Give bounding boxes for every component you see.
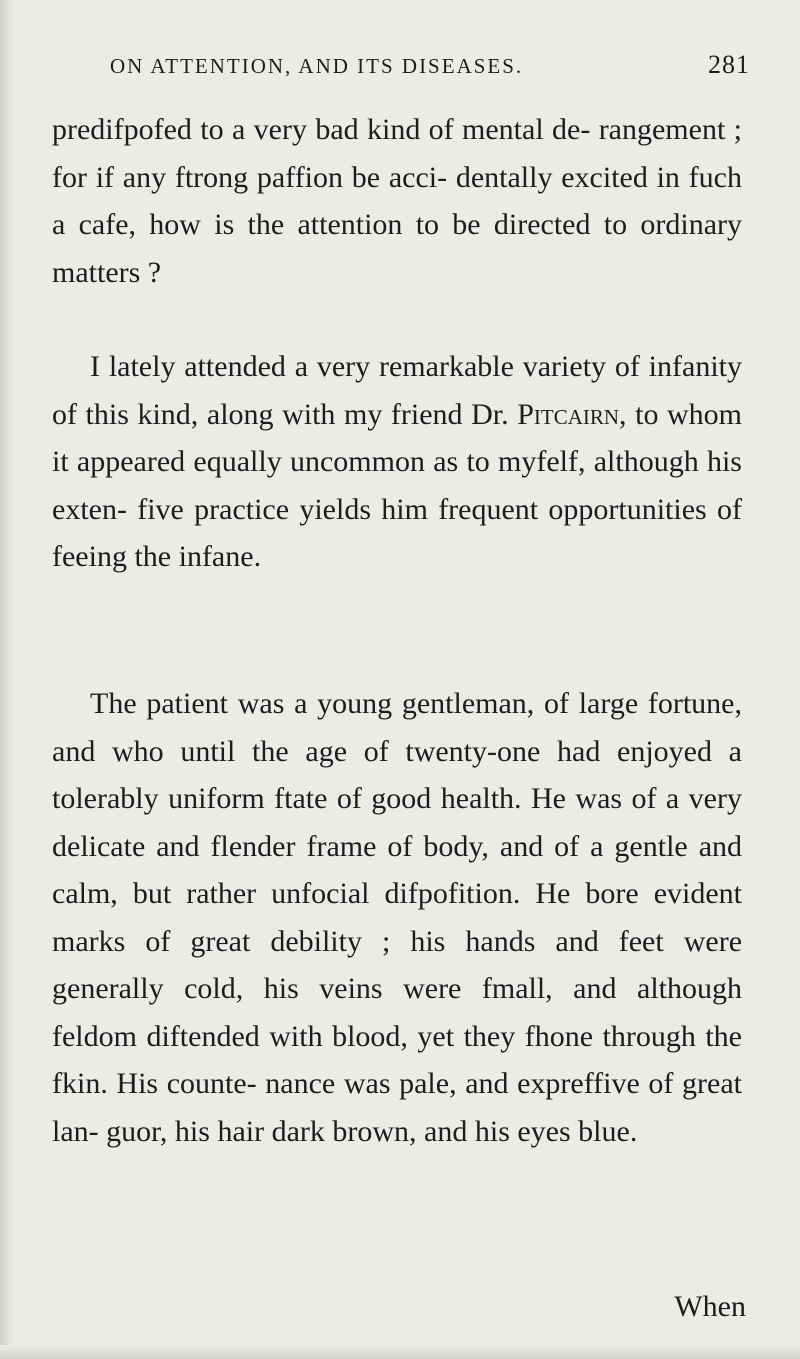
text-line: blue. xyxy=(578,1114,638,1148)
text-line: rangement ; for if any ftrong paffion be acci- xyxy=(52,113,742,194)
text-line: although feldom diftended with blood, yet xyxy=(52,972,742,1053)
text-line: of infanity of this kind, along with my friend xyxy=(52,350,742,431)
text-line: fortune, and who until the age of twenty-one xyxy=(52,687,742,768)
text-line: attention to be directed to ordinary matters ? xyxy=(52,208,743,289)
text-line: predifpofed to a very bad kind of mental de- xyxy=(52,113,591,146)
catchword: When xyxy=(674,1290,746,1323)
text-line: marks of great debility ; his hands and feet xyxy=(52,924,664,958)
page-shadow-left xyxy=(0,0,14,1359)
paragraph-1-text xyxy=(52,106,742,296)
text-line: health. He was of a very delicate and flender xyxy=(52,782,742,863)
text-line: The patient was a young gentleman, of large xyxy=(90,687,639,720)
paragraph-3-text xyxy=(52,680,742,1155)
text-line: of feeing the infane. xyxy=(52,492,742,573)
page-number: 281 xyxy=(708,50,750,79)
paragraph-2-text xyxy=(52,343,742,581)
running-head xyxy=(110,50,750,84)
text-line: five practice yields him frequent opportunities xyxy=(137,492,707,526)
person-name: Pitcairn xyxy=(517,397,620,431)
text-line: nance was pale, and expreffive of great lan- xyxy=(52,1067,742,1148)
text-line: were generally cold, his veins were fmall, and xyxy=(52,924,743,1005)
dr-suffix: , to whom it appeared equally xyxy=(52,397,743,478)
page-shadow-bottom xyxy=(0,1345,800,1359)
text-line: rather unfocial difpofition. He bore evident xyxy=(186,877,742,910)
text-line: I lately attended a very remarkable variety xyxy=(90,350,607,383)
paragraph-2 xyxy=(52,343,742,581)
dr-prefix: Dr. xyxy=(471,397,518,431)
text-line: uncommon as to myfelf, although his exten- xyxy=(52,445,742,526)
text-line: they fhone through the fkin. His counte- xyxy=(52,1019,742,1100)
text-line: frame of body, and of a gentle and calm, but xyxy=(52,829,743,910)
paragraph-3 xyxy=(52,680,742,1155)
text-line: had enjoyed a tolerably uniform ftate of good xyxy=(52,734,742,815)
paragraph-1 xyxy=(52,106,742,296)
running-title: ON ATTENTION, AND ITS DISEASES. xyxy=(110,54,524,78)
text-line: dentally excited in fuch a cafe, how is the xyxy=(52,160,742,241)
text-line: guor, his hair dark brown, and his eyes xyxy=(106,1114,571,1148)
